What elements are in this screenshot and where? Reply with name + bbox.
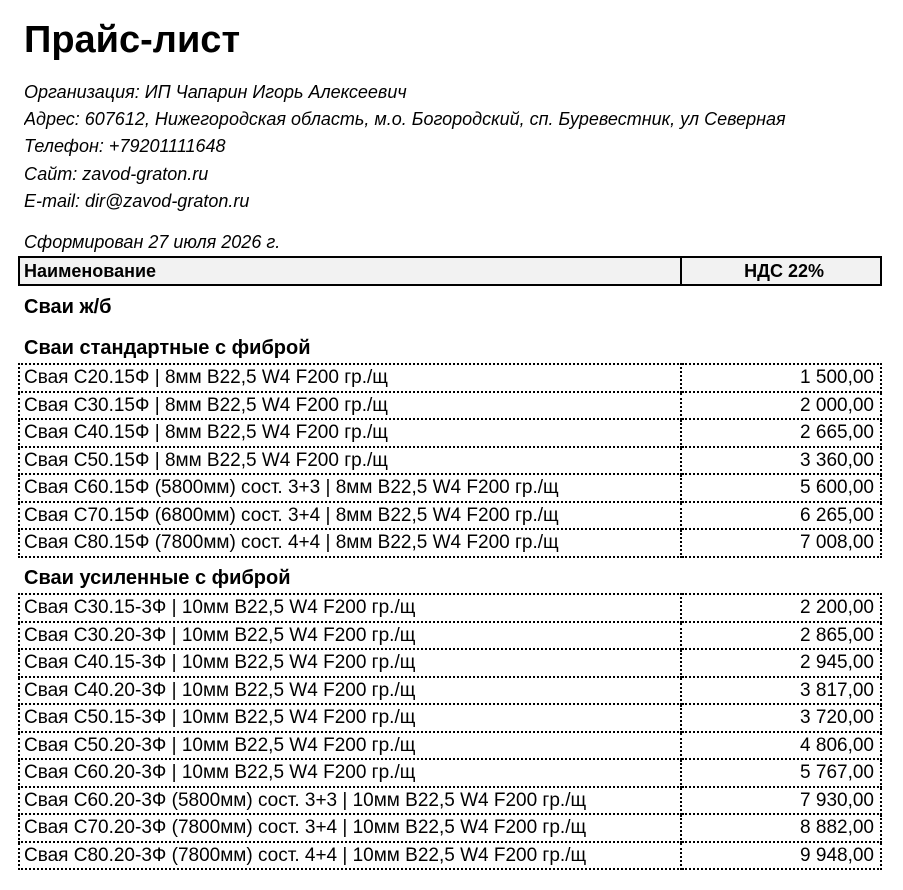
table-row (19, 392, 881, 420)
table-row (19, 787, 881, 815)
table-row (19, 704, 881, 732)
item-price: 3 817,00 (681, 677, 881, 705)
item-price: 9 948,00 (681, 842, 881, 870)
item-name: Свая С60.20-3Ф | 10мм B22,5 W4 F200 гр./щ (19, 759, 681, 787)
item-price: 7 930,00 (681, 787, 881, 815)
page-title: Прайс-лист (24, 19, 241, 61)
item-price: 2 200,00 (681, 594, 881, 622)
item-name: Свая С30.15-3Ф | 10мм B22,5 W4 F200 гр./щ (19, 594, 681, 622)
group-title-reinforced: Сваи усиленные с фиброй (24, 567, 291, 589)
table-header (18, 256, 882, 286)
item-name: Свая С70.20-3Ф (7800мм) сост. 3+4 | 10мм B22,5 W4 F200 гр./щ (19, 814, 681, 842)
item-price: 2 665,00 (681, 419, 881, 447)
item-name: Свая С60.20-3Ф (5800мм) сост. 3+3 | 10мм B22,5 W4 F200 гр./щ (19, 787, 681, 815)
organization-info (24, 79, 880, 215)
organization-name: Организация: ИП Чапарин Игорь Алексеевич (24, 82, 407, 102)
item-name: Свая С50.20-3Ф | 10мм B22,5 W4 F200 гр./щ (19, 732, 681, 760)
item-name: Свая С70.15Ф (6800мм) сост. 3+4 | 8мм B22,5 W4 F200 гр./щ (19, 502, 681, 530)
item-price: 7 008,00 (681, 529, 881, 557)
item-price: 8 882,00 (681, 814, 881, 842)
item-price: 4 806,00 (681, 732, 881, 760)
item-name: Свая С80.20-3Ф (7800мм) сост. 4+4 | 10мм B22,5 W4 F200 гр./щ (19, 842, 681, 870)
table-row (19, 732, 881, 760)
item-name: Свая С20.15Ф | 8мм B22,5 W4 F200 гр./щ (19, 364, 681, 392)
item-name: Свая С30.20-3Ф | 10мм B22,5 W4 F200 гр./щ (19, 622, 681, 650)
table-row (19, 649, 881, 677)
generated-date: Сформирован 27 июля 2026 г. (24, 232, 281, 252)
table-row (19, 622, 881, 650)
item-price: 5 767,00 (681, 759, 881, 787)
item-name: Свая С40.15-3Ф | 10мм B22,5 W4 F200 гр./щ (19, 649, 681, 677)
table-row (19, 677, 881, 705)
table-row (19, 529, 881, 557)
item-name: Свая С60.15Ф (5800мм) сост. 3+3 | 8мм B22,5 W4 F200 гр./щ (19, 474, 681, 502)
organization-email: E-mail: dir@zavod-graton.ru (24, 190, 250, 211)
item-name: Свая С40.15Ф | 8мм B22,5 W4 F200 гр./щ (19, 419, 681, 447)
organization-address: Адрес: 607612, Нижегородская область, м.о. Богородский, сп. Буревестник, ул Северная (24, 109, 786, 130)
table-row (19, 594, 881, 622)
item-name: Свая С40.20-3Ф | 10мм B22,5 W4 F200 гр./щ (19, 677, 681, 705)
table-row (19, 502, 881, 530)
table-header-row (19, 257, 881, 285)
table-row (19, 419, 881, 447)
column-header-price: НДС 22% (681, 257, 881, 285)
item-price: 2 945,00 (681, 649, 881, 677)
table-row (19, 364, 881, 392)
category-title: Сваи ж/б (24, 296, 112, 318)
table-row (19, 842, 881, 870)
column-header-name: Наименование (19, 257, 681, 285)
item-name: Свая С50.15-3Ф | 10мм B22,5 W4 F200 гр./щ (19, 704, 681, 732)
table-row (19, 447, 881, 475)
organization-site: Сайт: zavod-graton.ru (24, 163, 209, 184)
item-price: 1 500,00 (681, 364, 881, 392)
item-price: 3 360,00 (681, 447, 881, 475)
item-price: 2 865,00 (681, 622, 881, 650)
item-price: 6 265,00 (681, 502, 881, 530)
item-price: 3 720,00 (681, 704, 881, 732)
table-row (19, 814, 881, 842)
organization-phone: Телефон: +79201111648 (24, 136, 226, 157)
item-name: Свая С30.15Ф | 8мм B22,5 W4 F200 гр./щ (19, 392, 681, 420)
price-table-reinforced (18, 593, 882, 870)
table-row (19, 474, 881, 502)
item-name: Свая С80.15Ф (7800мм) сост. 4+4 | 8мм B22,5 W4 F200 гр./щ (19, 529, 681, 557)
group-title-standard: Сваи стандартные с фиброй (24, 337, 311, 359)
item-name: Свая С50.15Ф | 8мм B22,5 W4 F200 гр./щ (19, 447, 681, 475)
price-table-standard (18, 363, 882, 558)
item-price: 5 600,00 (681, 474, 881, 502)
table-row (19, 759, 881, 787)
item-price: 2 000,00 (681, 392, 881, 420)
